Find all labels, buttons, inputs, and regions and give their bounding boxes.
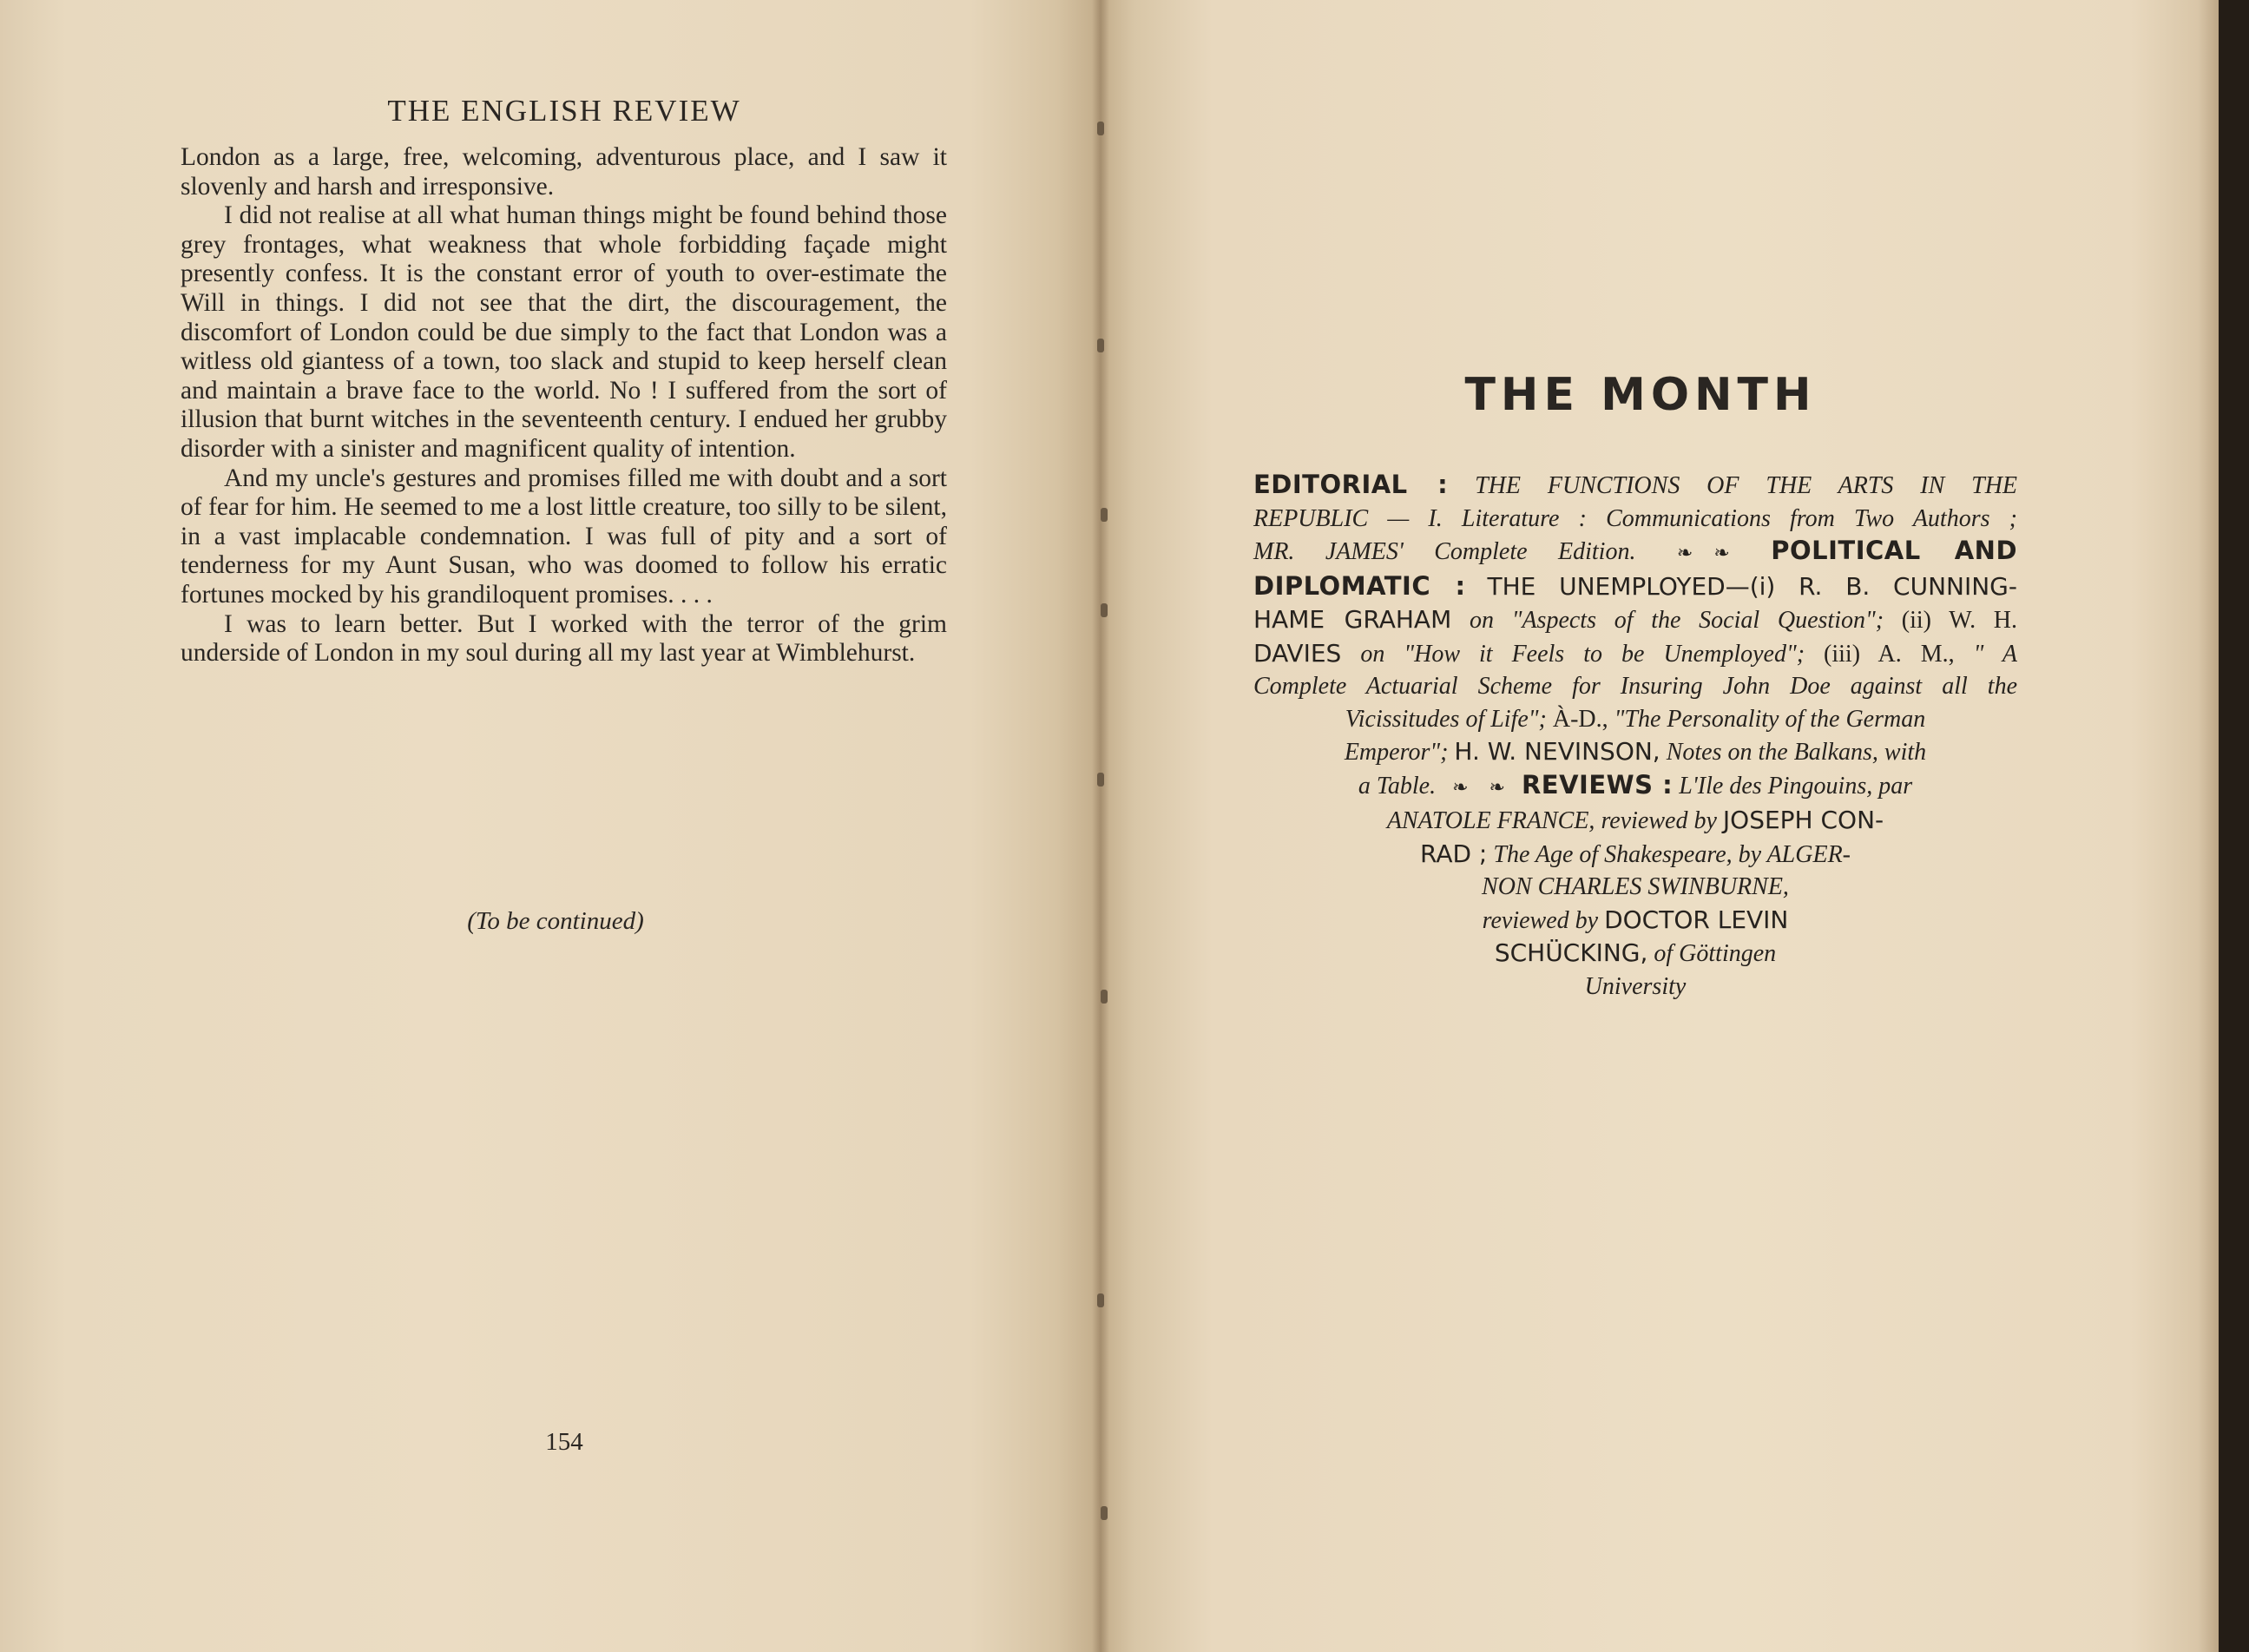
contents-line: a Table. ❧ ❧ REVIEWS : L'Ile des Pingouins, par [1358, 769, 1913, 800]
binding-stitch [1097, 339, 1104, 352]
to-be-continued: (To be continued) [467, 907, 644, 935]
section-title: THE MONTH [1464, 369, 1817, 421]
contents-line: REPUBLIC — I. Literature : Communications from Two Authors ; [1253, 504, 2017, 532]
binding-stitch [1101, 508, 1108, 522]
binding-stitch [1101, 990, 1108, 1004]
contents-line: University [1584, 972, 1687, 1000]
contents-line: RAD ; The Age of Shakespeare, by ALGER- [1420, 839, 1851, 868]
left-page [0, 0, 1101, 1652]
contents-line: HAME GRAHAM on "Aspects of the Social Question"; (ii) W. H. [1253, 605, 2018, 634]
book-gutter [1092, 0, 1109, 1652]
page-number: 154 [545, 1428, 583, 1456]
binding-stitch [1101, 603, 1108, 617]
contents-list [1253, 469, 2017, 1003]
paragraph: London as a large, free, welcoming, adventurous place, and I saw it slovenly and harsh and irresponsive. [181, 143, 947, 201]
contents-line: ANATOLE FRANCE, reviewed by JOSEPH CON- [1386, 806, 1884, 834]
contents-line: Emperor"; H. W. NEVINSON, Notes on the Balkans, with [1344, 737, 1927, 766]
running-head: THE ENGLISH REVIEW [387, 94, 741, 128]
paragraph: I did not realise at all what human things might be found behind those grey frontages, what weakness that whole forbidding façade might presently confess. It is the constant error of youth to over-estimate the Will in things. I did not see that the dirt, the discouragement, the discomfort of London could be due simply to the fact that London was a witless old giantess of a town, too slack and stupid to keep herself clean and maintain a brave face to the world. No ! I suffered from the sort of illusion that burnt witches in the seventeenth century. I endued her grubby disorder with a sinister and magnificent quality of intention. [181, 201, 947, 463]
contents-line: reviewed by DOCTOR LEVIN [1482, 905, 1789, 934]
binding-stitch [1097, 1293, 1104, 1307]
contents-line: EDITORIAL : THE FUNCTIONS OF THE ARTS IN THE [1253, 470, 2018, 499]
contents-line: DAVIES on "How it Feels to be Unemployed"; (iii) A. M., " A [1253, 638, 2018, 668]
book-edge [2219, 0, 2249, 1652]
contents-line: DIPLOMATIC : THE UNEMPLOYED—(i) R. B. CUNNING- [1253, 570, 2017, 601]
binding-stitch [1101, 1506, 1108, 1520]
binding-stitch [1097, 773, 1104, 787]
contents-line: SCHÜCKING, of Göttingen [1494, 938, 1777, 967]
contents-line: MR. JAMES' Complete Edition. ❧ ❧ POLITICAL AND [1253, 536, 2018, 565]
left-page-body [181, 143, 947, 668]
binding-stitch [1097, 122, 1104, 135]
paragraph: I was to learn better. But I worked with the terror of the grim underside of London in my soul during all my last year at Wimblehurst. [181, 609, 947, 668]
contents-line: NON CHARLES SWINBURNE, [1482, 873, 1789, 900]
contents-line: Vicissitudes of Life"; À-D., "The Personality of the German [1345, 705, 1926, 733]
contents-line: Complete Actuarial Scheme for Insuring John Doe against all the [1253, 673, 2017, 700]
paragraph: And my uncle's gestures and promises filled me with doubt and a sort of fear for him. He seemed to me a lost little creature, too silly to be silent, in a vast implacable condemnation. I was full of pity and a sort of tenderness for my Aunt Susan, who was doomed to follow his erratic fortunes mocked by his grandiloquent promises. . . . [181, 464, 947, 609]
